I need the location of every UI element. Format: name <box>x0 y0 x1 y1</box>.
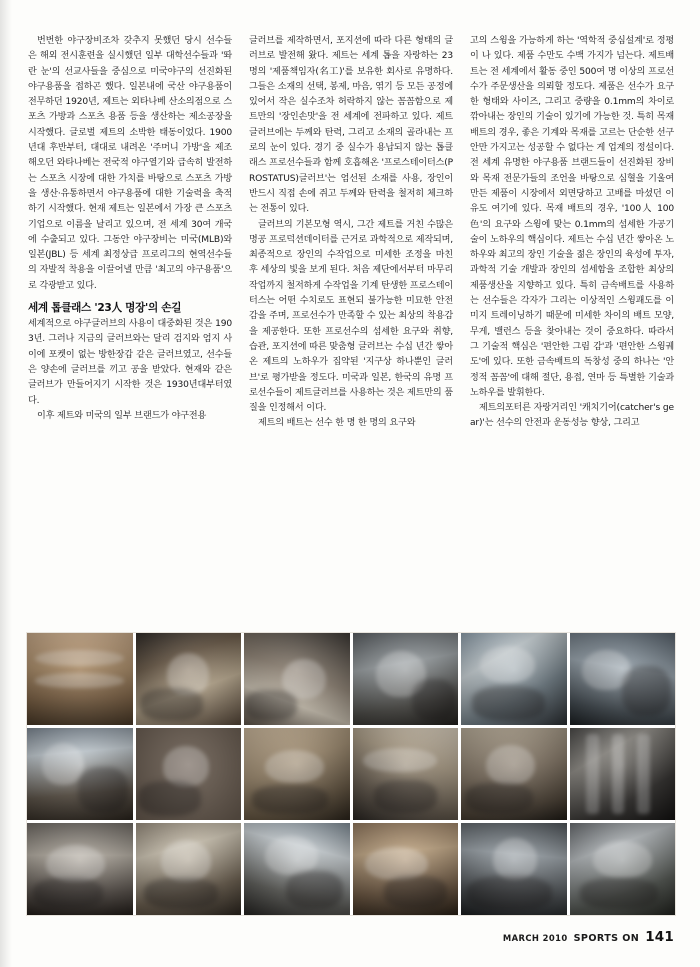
photo-mosaic <box>26 632 676 916</box>
section-heading: 세계 톱클래스 '23人 명장'의 손길 <box>28 302 182 315</box>
photo-2 <box>136 633 242 725</box>
page-gutter-shadow <box>0 0 12 967</box>
photo-10 <box>353 728 459 820</box>
paragraph: 제트의 배트는 선수 한 명 한 명의 요구와 <box>258 418 416 429</box>
page-number: 141 <box>645 929 674 945</box>
issue-date: MARCH 2010 <box>502 933 568 943</box>
photo-11 <box>461 728 567 820</box>
photo-15 <box>244 823 350 915</box>
photo-3 <box>244 633 350 725</box>
paragraph: 번번한 야구장비조차 갖추지 못했던 당시 선수들은 해외 전시훈련을 실시했던 일부 대학선수들과 '똬란 눈'의 선교사들을 중심으로 미국야구의 선진화된 야구용품을 접하곤 했다. 일본내에 국산 야구용품이 전무하던 1920년, 제트는 외타나베 산소의점으로 스포츠 가방과 스포츠 용품 등을 생산하는 제소공장을 시작했다. 글로벌 제트의 소박한 태동이었다. 1900년대 후반부터, 대대로 내려온 '주머니 가방'을 제조해오던 와타나베는 전국적 야구열기와 급속히 발전하는 스포츠 시장에 대한 가치를 바탕으로 스포츠 가방을 생산·유통하면서 야구용품에 대한 기술력을 축적하기 시작했다. 현재 제트는 일본에서 가장 큰 스포츠 기업으로 이름을 날리고 있으며, 전 세계 30여 개국에 수출되고 있다. 그동안 야구장비는 미국(MLB)와 일본(JBL) 등 세계 최정상급 프로리그의 현역선수들의 자발적 착용을 이끌어낼 만큼 '최고의 야구용품'으로 각광받고 있다. <box>28 36 232 291</box>
article-body <box>28 34 674 614</box>
photo-14 <box>136 823 242 915</box>
paragraph: 글러브를 제작하면서, 포지션에 따라 다른 형태의 글러브로 발전해 왔다. 제트는 세계 톱을 자랑하는 23명의 '제품책임자(名工)'를 보유한 회사로 유명하다. 그들은 소재의 선택, 봉제, 마음, 엮기 등 모든 공정에 있어서 작은 실수조차 허락하지 않는 꼼꼼함으로 제트만의 '장인손맛'을 전 세계에 전파하고 있다. 제트 글러브에는 두께와 탄력, 그리고 소재의 골라내는 프로의 눈이 있다. 경기 중 실수가 용납되지 않는 톱클래스 프로선수들과 함께 호흡해온 '프로스테이터스(PROSTATUS)글러브'는 엄선된 소재를 사용, 장인이 반드시 직접 손에 쥐고 두께와 탄력을 철저히 체크하는 전통이 있다. <box>249 36 453 215</box>
photo-17 <box>461 823 567 915</box>
photo-8 <box>136 728 242 820</box>
photo-6 <box>570 633 676 725</box>
photo-1 <box>27 633 133 725</box>
text-column-3 <box>470 34 674 614</box>
photo-12 <box>570 728 676 820</box>
paragraph: 세계적으로 야구글러브의 사용이 대중화된 것은 1903년. 그러나 지금의 글러브와는 달리 검지와 엄지 사이에 포켓이 없는 방한장갑 같은 글러브였고, 선수들은 양손에 글러브를 끼고 공을 받았다. 현재와 같은 글러브가 만들어지기 시작한 것은 1930년대부터였다. <box>28 319 232 406</box>
paragraph: 이후 제트와 미국의 일부 브랜드가 야구전용 <box>37 410 207 421</box>
magazine-title: SPORTS ON <box>573 933 640 944</box>
photo-5 <box>461 633 567 725</box>
paragraph: 글러브의 기본모형 역시, 그간 제트를 거친 수많은 명공 프로덕션데이터를 근거로 과학적으로 제작되며, 최종적으로 장인의 수작업으로 미세한 조정을 마친 후 세상의 빛을 보게 된다. 처음 제단에서부터 마무리 작업까지 철저하게 수작업을 기계 탄생한 프로스테이터스는 어떤 수치로도 표현되 불가능한 미묘한 안전감을 주며, 프로선수가 만족할 수 있는 최상의 착용감을 제공한다. 또한 프로선수의 섬세한 요구와 취향, 습관, 포지션에 따른 맞춤형 글러브는 수십 년간 쌓아온 제트의 노하우가 집약된 '지구상 하나뿐인 글러브'로 평가받을 정도다. 미국과 일본, 한국의 유명 프로선수들이 제트글러브를 사용하는 것은 제트만의 품질을 인정해서 이다. <box>249 219 453 414</box>
page-footer <box>503 929 674 945</box>
photo-18 <box>570 823 676 915</box>
photo-7 <box>27 728 133 820</box>
text-column-2 <box>249 34 453 614</box>
paragraph: 고의 스윙을 가능하게 하는 '역학적 중심설계'로 정평이 나 있다. 제품 수만도 수백 가지가 넘는다. 제트배트는 전 세계에서 활동 중인 500여 명 이상의 프로선수가 주문생산을 의뢰할 정도다. 제품은 선수가 요구한 형태와 사이즈, 그리고 중량을 0.1mm의 차이로 깎아내는 장인의 기술이 있기에 가능한 것. 특히 목재 배트의 경우, 좋은 기계와 목재를 고르는 단순한 선구안만 가지고는 성공할 수 없다는 게 업계의 정설이다. 전 세계 유명한 야구용품 브랜드들이 선진화된 장비와 목재 전문가들의 조언을 바탕으로 심혈을 기울여 만든 제품이 시장에서 외면당하고 고배를 마셨던 이유도 여기에 있다. 목재 배트의 경우, '100人 100色'의 요구와 스윙에 맞는 0.1mm의 섬세한 가공기술이 노하우의 핵심이다. 제트는 수십 년간 쌓아온 노하우와 최고의 장인 기술을 젊은 장인의 육성에 투자, 과학적 기술 개발과 장인의 섬세함을 조합한 최상의 제품생산을 지향하고 있다. 특히 금속배트를 사용하는 선수들은 각자가 그리는 이상적인 스윙괘도를 이미지 트레이닝하기 때문에 미세한 차이의 배트 모양, 무게, 밸런스 등을 찾아내는 것이 중요하다. 따라서 그 기술적 핵심은 '편안한 그림 감'과 '편안한 스윙궤도'에 있다. 또한 금속배트의 독창성 중의 하나는 '안정적 꼼꼼'에 대해 절단, 용접, 연마 등 특별한 기술과 노하우를 발휘한다. <box>470 36 674 398</box>
photo-4 <box>353 633 459 725</box>
paragraph: 제트의포터른 자랑거리인 '캐치기어(catcher's gear)'는 선수의 안전과 운동성능 향상, 그리고 <box>470 403 674 429</box>
photo-13 <box>27 823 133 915</box>
photo-16 <box>353 823 459 915</box>
photo-9 <box>244 728 350 820</box>
text-column-1 <box>28 34 232 614</box>
